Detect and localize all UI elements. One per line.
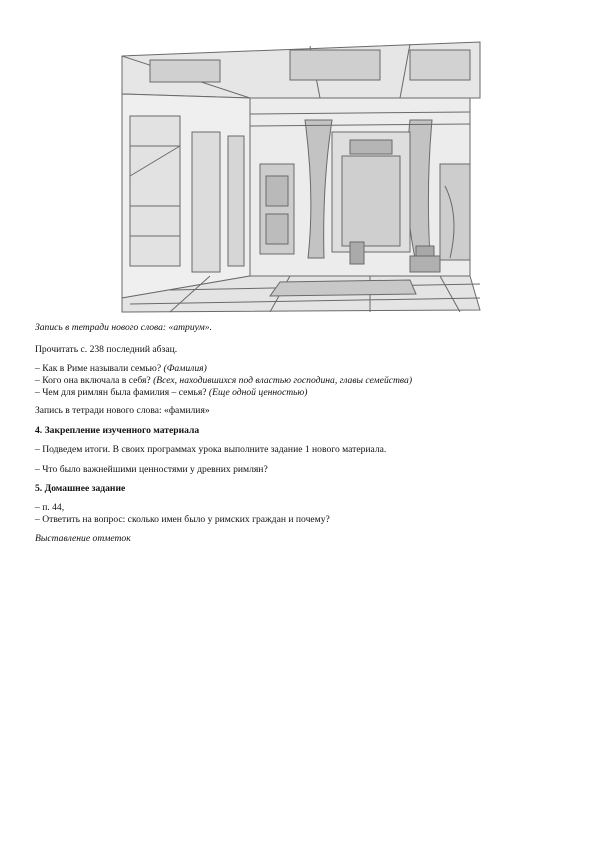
section-5-heading: 5. Домашнее задание [35,483,126,494]
record-familia: Запись в тетради нового слова: «фамилия» [35,405,210,416]
questions-list [35,363,555,400]
atrium-illustration [110,36,485,316]
question-item: – Кого она включала в себя? (Всех, находившихся под властью господина, главы семейства) [35,375,413,387]
section-4-item: – Подведем итоги. В своих программах урока выполните задание 1 нового материала. [35,444,387,455]
grading-note: Выставление отметок [35,533,131,544]
question-item: – Чем для римлян была фамилия – семья? (Еще одной ценностью) [35,387,308,399]
section-5-items: – п. 44, – Ответить на вопрос: сколько имен было у римских граждан и почему? [35,502,330,526]
section-4-item: – Что было важнейшими ценностями у древних римлян? [35,464,268,475]
section-4-heading: 4. Закрепление изученного материала [35,425,200,436]
read-instruction: Прочитать с. 238 последний абзац. [35,344,178,355]
caption-atrium: Запись в тетради нового слова: «атриум». [35,322,212,333]
question-item: – Как в Риме называли семью? (Фамилия) [35,363,207,374]
